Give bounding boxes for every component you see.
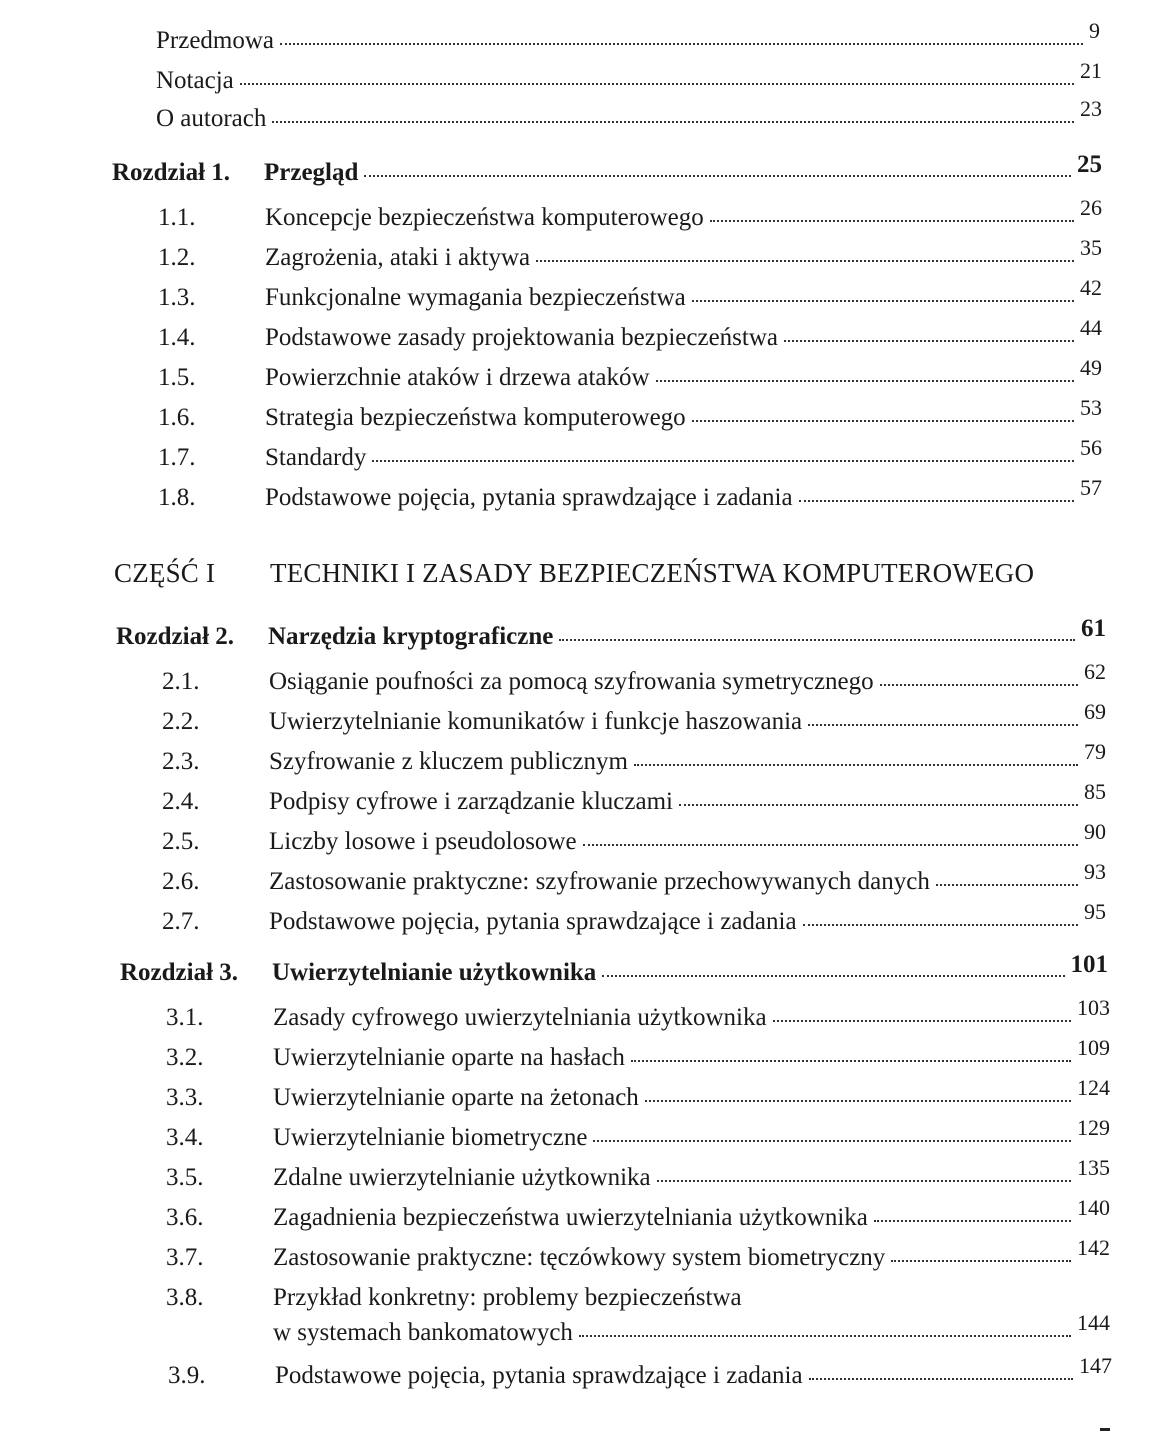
section-number: 3.9. (168, 1362, 206, 1389)
toc-section (168, 1353, 1112, 1391)
section-title: Podstawowe zasady projektowania bezpieczeństwa (265, 324, 779, 351)
section-page: 124 (1077, 1075, 1110, 1100)
section-title: Uwierzytelnianie oparte na hasłach (273, 1044, 625, 1071)
chapter-2-heading (116, 615, 1106, 652)
section-page: 35 (1080, 235, 1102, 260)
section-title: Zastosowanie praktyczne: tęczówkowy system biometryczny (273, 1244, 886, 1271)
toc-section (162, 779, 1106, 817)
leader-dots (710, 218, 1074, 222)
section-page: 129 (1077, 1115, 1110, 1140)
section-title: Zagrożenia, ataki i aktywa (265, 244, 531, 271)
chapter-label: Rozdział 2. (116, 623, 235, 650)
section-number: 1.4. (158, 324, 196, 351)
section-number: 2.7. (162, 908, 200, 935)
toc-section (166, 1075, 1110, 1113)
section-title: Zagadnienia bezpieczeństwa uwierzytelniania użytkownika (273, 1204, 868, 1231)
toc-section (166, 1235, 1110, 1273)
toc-section (158, 355, 1102, 393)
leader-dots (579, 1333, 1071, 1337)
section-number: 2.3. (162, 748, 200, 775)
section-number: 3.7. (166, 1244, 204, 1271)
leader-dots (240, 81, 1074, 85)
leader-dots (657, 1178, 1071, 1182)
leader-dots (634, 762, 1078, 766)
section-title: Podstawowe pojęcia, pytania sprawdzające i zadania (269, 908, 797, 935)
toc-section (158, 475, 1102, 513)
section-title-line2: w systemach bankomatowych (273, 1319, 573, 1346)
toc-section (166, 995, 1110, 1033)
toc-section (162, 859, 1106, 897)
leader-dots (559, 637, 1075, 641)
toc-section (158, 315, 1102, 353)
section-title: Powierzchnie ataków i drzewa ataków (265, 364, 650, 391)
section-page: 135 (1077, 1155, 1110, 1180)
section-page: 147 (1079, 1353, 1112, 1378)
section-page: 56 (1080, 435, 1102, 460)
section-number: 1.6. (158, 404, 196, 431)
leader-dots (645, 1098, 1071, 1102)
chapter-title: Uwierzytelnianie użytkownika (272, 959, 597, 986)
chapter-page: 61 (1081, 615, 1106, 642)
toc-section (162, 739, 1106, 777)
toc-section (162, 819, 1106, 857)
section-title: Zastosowanie praktyczne: szyfrowanie przechowywanych danych (269, 868, 930, 895)
chapter-label: Rozdział 3. (120, 959, 239, 986)
section-number: 3.4. (166, 1124, 204, 1151)
leader-dots (803, 922, 1078, 926)
leader-dots (593, 1138, 1071, 1142)
section-number: 3.2. (166, 1044, 204, 1071)
toc-section (166, 1035, 1110, 1073)
section-title: Uwierzytelnianie biometryczne (273, 1124, 588, 1151)
section-page: 79 (1084, 739, 1106, 764)
chapter-page: 101 (1070, 951, 1108, 978)
section-title: Szyfrowanie z kluczem publicznym (269, 748, 628, 775)
entry-title: Notacja (156, 67, 234, 94)
leader-dots (784, 338, 1074, 342)
leader-dots (656, 378, 1074, 382)
part-title: TECHNIKI I ZASADY BEZPIECZEŃSTWA KOMPUTEROWEGO (270, 558, 1035, 588)
leader-dots (808, 722, 1078, 726)
leader-dots (880, 682, 1078, 686)
part-label: CZĘŚĆ I (114, 558, 216, 588)
section-title: Uwierzytelnianie oparte na żetonach (273, 1084, 639, 1111)
section-number: 1.1. (158, 204, 196, 231)
chapter-1-heading (112, 151, 1102, 188)
leader-dots (679, 802, 1078, 806)
section-title: Zasady cyfrowego uwierzytelniania użytkownika (273, 1004, 767, 1031)
leader-dots (799, 498, 1074, 502)
leader-dots (692, 298, 1074, 302)
chapter-title: Narzędzia kryptograficzne (268, 623, 554, 650)
toc-entry-authors (156, 96, 1102, 134)
section-page: 53 (1080, 395, 1102, 420)
section-title: Podstawowe pojęcia, pytania sprawdzające i zadania (275, 1362, 803, 1389)
leader-dots (631, 1058, 1071, 1062)
leader-dots (773, 1018, 1071, 1022)
section-number: 1.8. (158, 484, 196, 511)
section-number: 3.8. (166, 1284, 204, 1311)
section-title: Zdalne uwierzytelnianie użytkownika (273, 1164, 651, 1191)
leader-dots (602, 973, 1064, 977)
toc-section-continuation (273, 1310, 1110, 1348)
entry-page: 21 (1080, 58, 1102, 83)
chapter-label: Rozdział 1. (112, 159, 231, 186)
section-title: Osiąganie poufności za pomocą szyfrowania symetrycznego (269, 668, 874, 695)
section-title: Uwierzytelnianie komunikatów i funkcje haszowania (269, 708, 803, 735)
section-number: 3.1. (166, 1004, 204, 1031)
section-number: 1.5. (158, 364, 196, 391)
section-number: 3.6. (166, 1204, 204, 1231)
section-title: Podstawowe pojęcia, pytania sprawdzające i zadania (265, 484, 793, 511)
section-page: 95 (1084, 899, 1106, 924)
leader-dots (372, 458, 1074, 462)
toc-section (158, 235, 1102, 273)
entry-title: O autorach (156, 105, 267, 132)
section-number: 3.5. (166, 1164, 204, 1191)
toc-section (158, 395, 1102, 433)
leader-dots (936, 882, 1078, 886)
section-number: 2.5. (162, 828, 200, 855)
section-page: 62 (1084, 659, 1106, 684)
section-page: 42 (1080, 275, 1102, 300)
section-page: 140 (1077, 1195, 1110, 1220)
section-title: Funkcjonalne wymagania bezpieczeństwa (265, 284, 686, 311)
entry-title: Przedmowa (156, 27, 275, 54)
leader-dots (692, 418, 1074, 422)
leader-dots (364, 173, 1071, 177)
section-page: 44 (1080, 315, 1102, 340)
section-title: Strategia bezpieczeństwa komputerowego (265, 404, 686, 431)
section-number: 2.2. (162, 708, 200, 735)
toc-section (158, 195, 1102, 233)
section-page: 85 (1084, 779, 1106, 804)
entry-page: 9 (1089, 18, 1100, 43)
part-heading (114, 558, 1074, 588)
section-page: 49 (1080, 355, 1102, 380)
section-page: 57 (1080, 475, 1102, 500)
section-title: Podpisy cyfrowe i zarządzanie kluczami (269, 788, 673, 815)
section-title-line1: Przykład konkretny: problemy bezpieczeństwa (273, 1284, 742, 1311)
toc-section (162, 699, 1106, 737)
section-page: 142 (1077, 1235, 1110, 1260)
entry-page: 23 (1080, 96, 1102, 121)
section-number: 2.1. (162, 668, 200, 695)
toc-section (166, 1155, 1110, 1193)
leader-dots (809, 1376, 1073, 1380)
chapter-page: 25 (1077, 151, 1102, 178)
section-title: Liczby losowe i pseudolosowe (269, 828, 577, 855)
section-page: 26 (1080, 195, 1102, 220)
leader-dots (874, 1218, 1071, 1222)
section-title: Koncepcje bezpieczeństwa komputerowego (265, 204, 704, 231)
section-page: 93 (1084, 859, 1106, 884)
leader-dots (280, 41, 1083, 45)
toc-section (166, 1115, 1110, 1153)
section-page: 144 (1077, 1310, 1110, 1335)
toc-section (166, 1195, 1110, 1233)
toc-section (162, 899, 1106, 937)
toc-entry-notation (156, 58, 1102, 96)
toc-section (158, 275, 1102, 313)
leader-dots (536, 258, 1074, 262)
section-number: 2.6. (162, 868, 200, 895)
section-number: 2.4. (162, 788, 200, 815)
toc-entry-preface (156, 18, 1100, 56)
section-number: 1.3. (158, 284, 196, 311)
section-page: 90 (1084, 819, 1106, 844)
toc-section (162, 659, 1106, 697)
toc-section (158, 435, 1102, 473)
section-page: 69 (1084, 699, 1106, 724)
chapter-title: Przegląd (264, 159, 359, 186)
section-number: 1.2. (158, 244, 196, 271)
section-page: 109 (1077, 1035, 1110, 1060)
section-page: 103 (1077, 995, 1110, 1020)
toc-section-multiline (166, 1283, 742, 1313)
section-title: Standardy (265, 444, 367, 471)
section-number: 1.7. (158, 444, 196, 471)
leader-dots (272, 119, 1074, 123)
chapter-3-heading (120, 951, 1108, 988)
leader-dots (891, 1258, 1071, 1262)
leader-dots (583, 842, 1078, 846)
section-number: 3.3. (166, 1084, 204, 1111)
scan-mark (1100, 1428, 1110, 1431)
